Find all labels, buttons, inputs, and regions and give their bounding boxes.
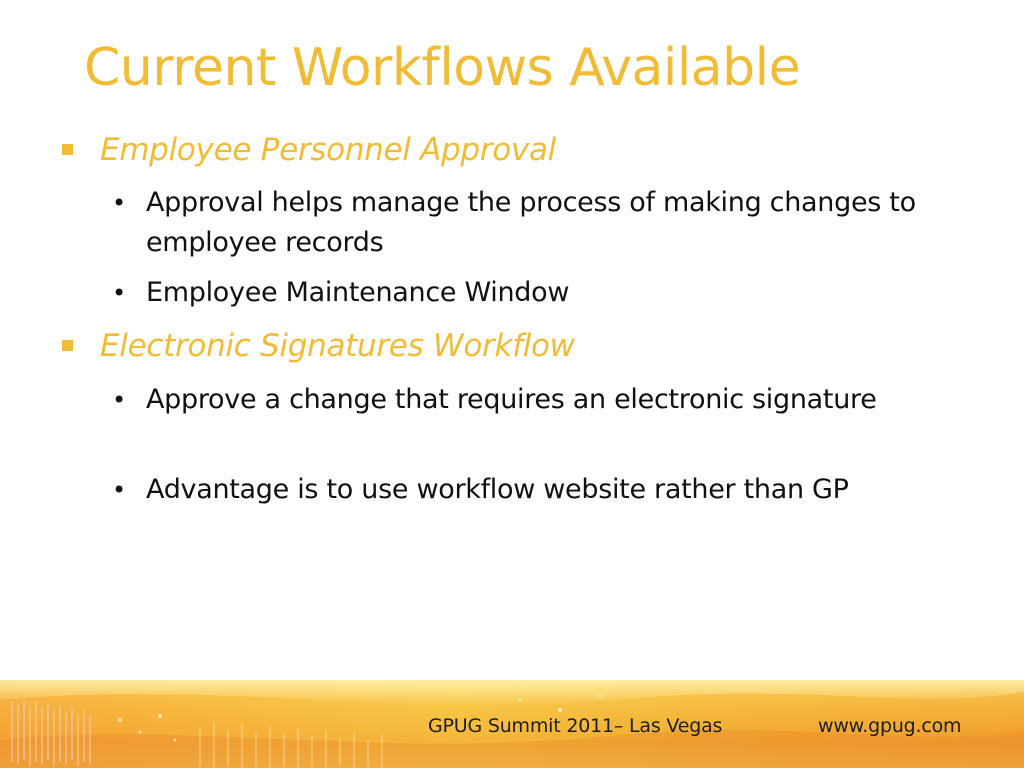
- list-item-text: Approval helps manage the process of making changes to employee records: [146, 187, 916, 258]
- round-bullet-icon: •: [112, 386, 127, 414]
- round-bullet-icon: •: [112, 189, 127, 217]
- list-item: [112, 183, 952, 263]
- round-bullet-icon: •: [112, 279, 127, 307]
- section-heading-text: Employee Personnel Approval: [100, 132, 556, 168]
- list-item-text: Approve a change that requires an electronic signature: [146, 384, 877, 415]
- round-bullet-icon: •: [112, 476, 127, 504]
- list-item: [112, 470, 952, 550]
- list-item-text: Advantage is to use workflow website rather than GP: [146, 474, 849, 505]
- slide-title: Current Workflows Available: [84, 38, 801, 98]
- square-bullet-icon: [62, 340, 73, 351]
- list-item-text: Employee Maintenance Window: [146, 277, 570, 308]
- list-item: [112, 273, 952, 313]
- list-item: [112, 380, 952, 460]
- section-heading-text: Electronic Signatures Workflow: [100, 328, 575, 364]
- square-bullet-icon: [62, 144, 73, 155]
- footer-url-text: www.gpug.com: [818, 715, 962, 737]
- footer-event-text: GPUG Summit 2011– Las Vegas: [428, 715, 723, 737]
